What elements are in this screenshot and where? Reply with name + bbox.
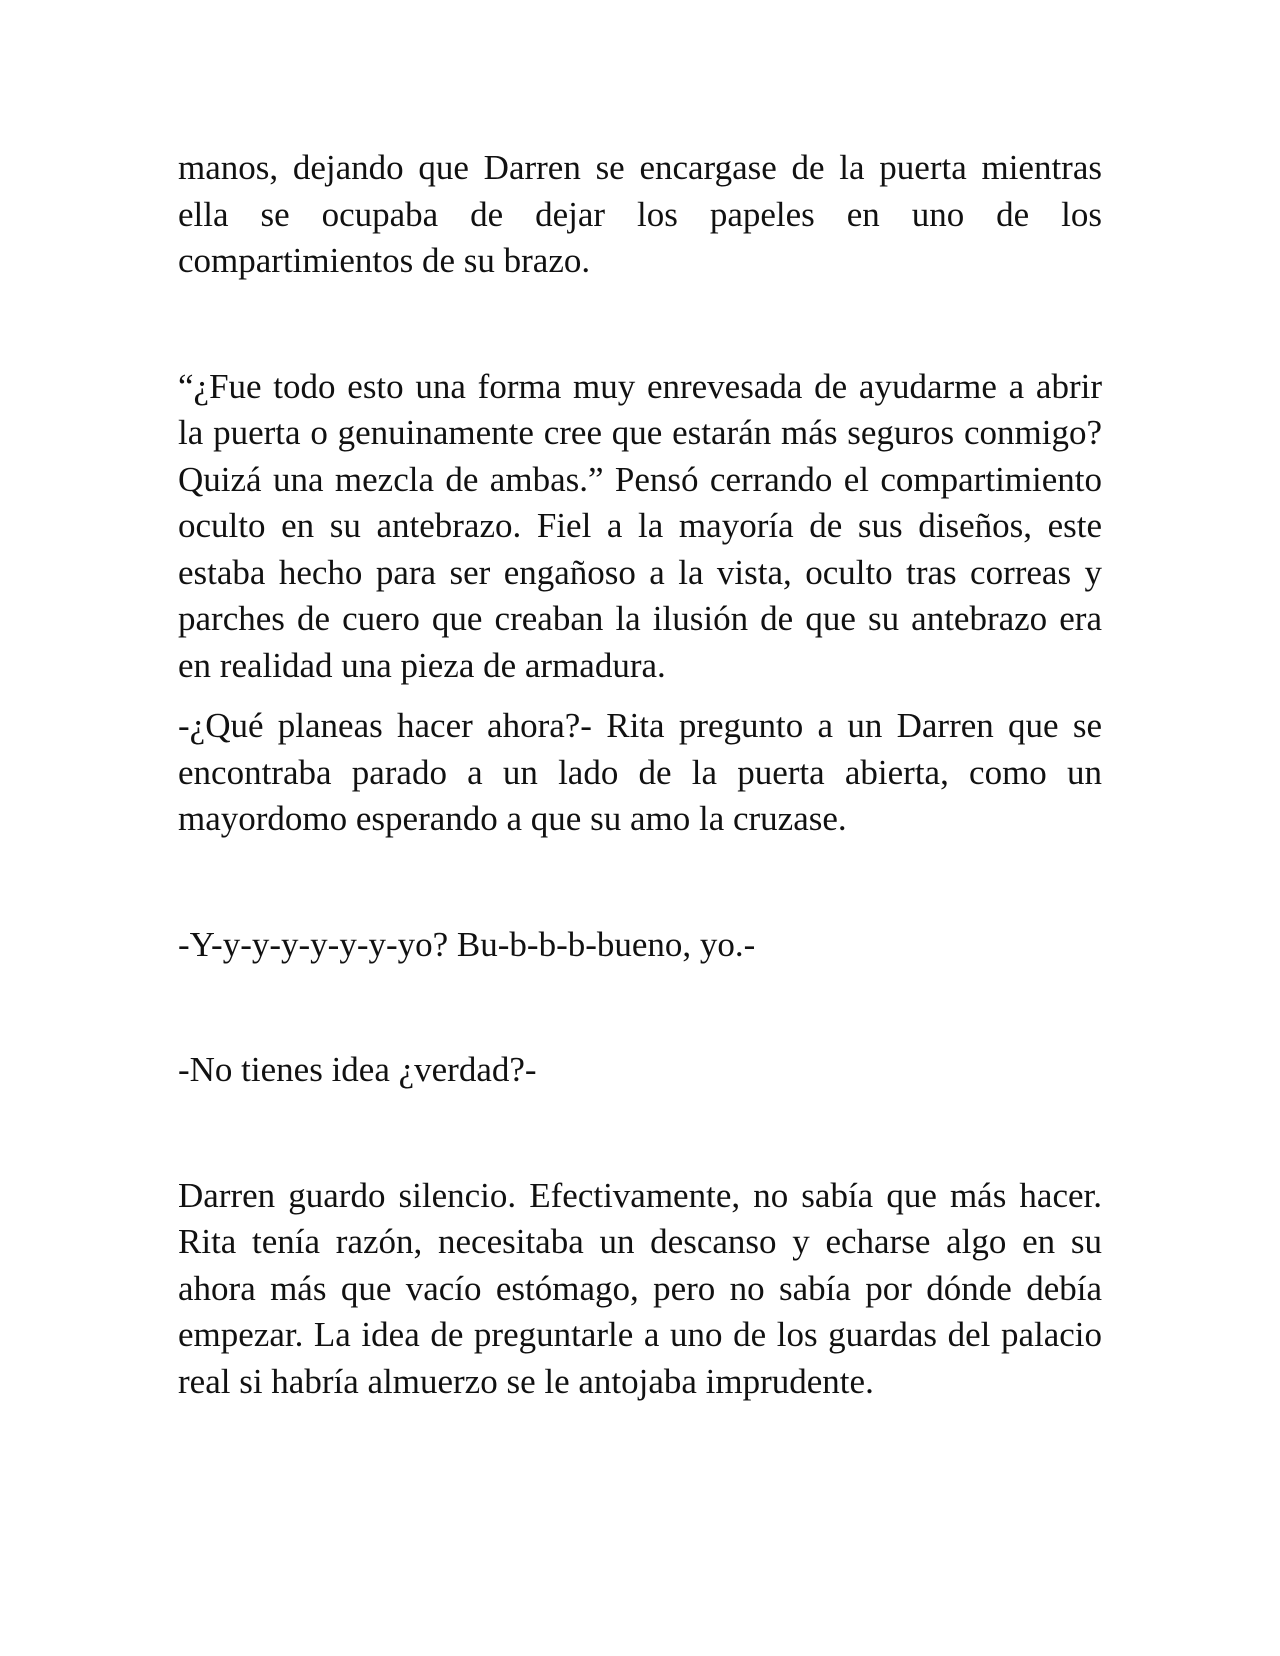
paragraph-5: -No tienes idea ¿verdad?-	[178, 1050, 537, 1089]
paragraph-4: -Y-y-y-y-y-y-y-yo? Bu-b-b-b-bueno, yo.-	[178, 924, 756, 964]
text-body	[178, 145, 1102, 1405]
paragraph-1: manos, dejando que Darren se encargase de la puerta mientras ella se ocupaba de dejar los papeles en uno de los compartimientos de su brazo.	[178, 148, 1102, 280]
paragraph-3: -¿Qué planeas hacer ahora?- Rita pregunto a un Darren que se encontraba parado a un lado de la puerta abierta, como un mayordomo esperando a que su amo la cruzase.	[178, 706, 1102, 838]
paragraph-2: “¿Fue todo esto una forma muy enrevesada de ayudarme a abrir la puerta o genuinamente cree que estarán más seguros conmigo? Quizá una mezcla de ambas.” Pensó cerrando el compartimiento oculto en su antebrazo. Fiel a la mayoría de sus diseños, este estaba hecho para ser engañoso a la vista, oculto tras correas y parches de cuero que creaban la ilusión de que su antebrazo era en realidad una pieza de armadura.	[178, 366, 1102, 685]
paragraph-6: Darren guardo silencio. Efectivamente, no sabía que más hacer. Rita tenía razón, necesitaba un descanso y echarse algo en su ahora más que vacío estómago, pero no sabía por dónde debía empezar. La idea de preguntarle a uno de los guardas del palacio real si habría almuerzo se le antojaba imprudente.	[178, 1175, 1102, 1401]
